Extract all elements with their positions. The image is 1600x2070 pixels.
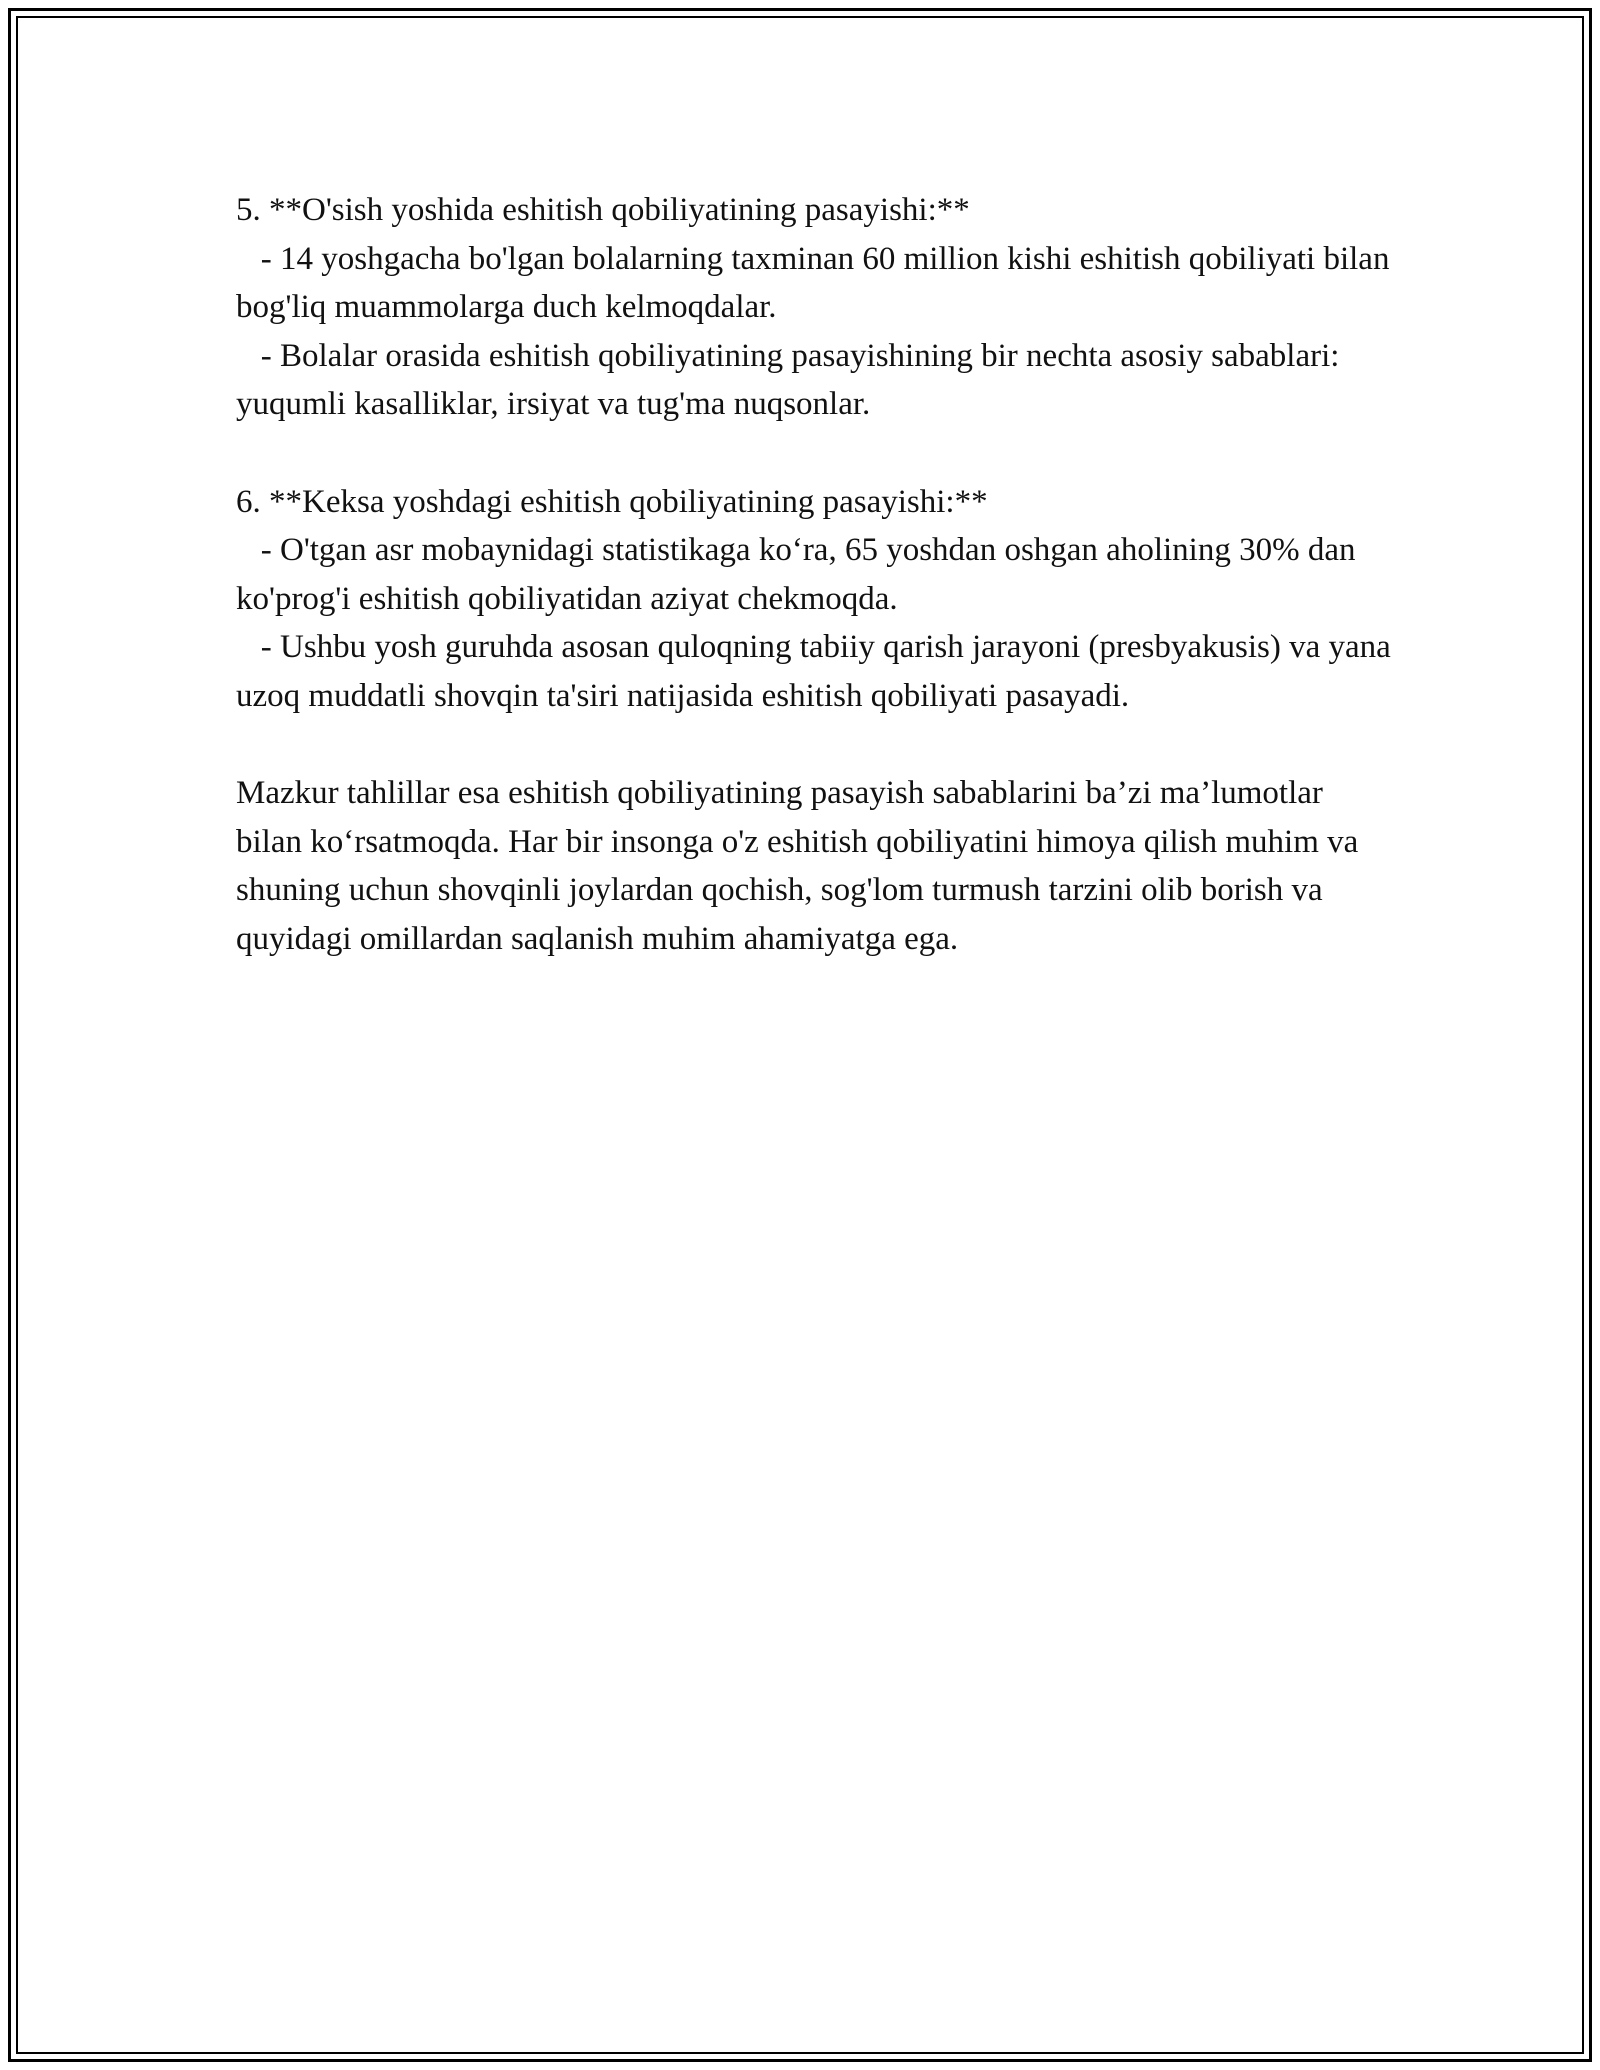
- section-5-bullet-2: - Bolalar orasida eshitish qobiliyatining pasayishining bir nechta asosiy sabablari: yuqumli kasalliklar, irsiyat va tug'ma nuqsonlar.: [236, 337, 1348, 423]
- section-5-heading: 5. **O'sish yoshida eshitish qobiliyatining pasayishi:**: [236, 192, 970, 228]
- section-6-heading: 6. **Keksa yoshdagi eshitish qobiliyatining pasayishi:**: [236, 483, 988, 520]
- conclusion-paragraph: Mazkur tahlillar esa eshitish qobiliyatining pasayish sabablarini ba’zi ma’lumotlar bilan ko‘rsatmoqda. Har bir insonga o'z eshitish qobiliyatini himoya qilish muhim va shuning uchun shovqinli joylardan qochish, sog'lom turmush tarzini olib borish va quyidagi omillardan saqlanish muhim ahamiyatga ega.: [236, 775, 1367, 957]
- document-body: [236, 186, 1400, 964]
- section-6: [236, 478, 1400, 721]
- section-5: [236, 186, 1396, 429]
- section-6-bullet-1: - O'tgan asr mobaynidagi statistikaga ko‘ra, 65 yoshdan oshgan aholining 30% dan ko'prog'i eshitish qobiliyatidan aziyat chekmoqda.: [236, 532, 1364, 617]
- section-6-bullet-2: - Ushbu yosh guruhda asosan quloqning tabiiy qarish jarayoni (presbyakusis) va yana uzoq muddatli shovqin ta'siri natijasida eshitish qobiliyati pasayadi.: [236, 629, 1400, 714]
- paragraph-gap: [236, 429, 1396, 478]
- paragraph-gap: [236, 721, 1396, 770]
- section-5-bullet-1: - 14 yoshgacha bo'lgan bolalarning taxminan 60 million kishi eshitish qobiliyati bilan bog'liq muammolarga duch kelmoqdalar.: [236, 240, 1398, 326]
